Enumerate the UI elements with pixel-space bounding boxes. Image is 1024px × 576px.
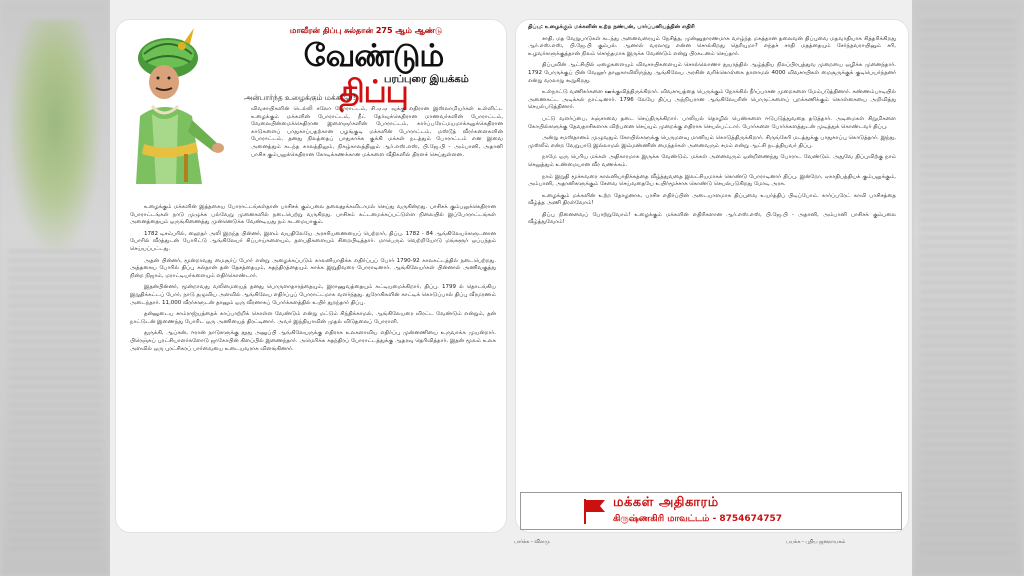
blurred-text-ghost [8, 250, 102, 556]
event-subtitle: மாவீரன் திப்பு சுல்தான் 275 ஆம் ஆண்டு [289, 26, 443, 35]
article-paragraph: தன்னுடைய சாம்ராஜ்யத்தைக் காப்பாற்றிக் கொள்ள வேண்டும் என்று மட்டும் சிந்திக்காமல், ஆங்கிலேயரை விரட்ட வேண்டும் என்றும், தன் நாட்டுடன் இணைந்து போரிட ஒரு அணியைத் திரட்டினார். அவர் இந்தியாவின் முதல் விடுதலைப் போராளி. [130, 311, 496, 325]
section-heading: திப்பு: உழைக்கும் மக்களின் உற்ற நண்பன், பார்ப்பனியத்தின் எதிரி [528, 24, 695, 30]
contact-separator: - [709, 514, 720, 524]
article-paragraph: 1782 டிசம்பரில், ஹைதர் அலி இறந்த பின்னர், இளம் வயதிலேயே அரசரியணையைப் பெற்றார், திப்பு. 1782 - 84 ஆங்கிலேயர்களுடனான போரில் வீரத்துடன் போரிட்டு ஆங்கிலேயர் சிப்பாய்களையும், தளபதிகளையும் சிறைபிடித்தார். மாபெரும் வெற்றியோடு மங்களூர் ஒப்பந்தம் செய்யப்பட்டது. [130, 230, 496, 252]
article-paragraph: பட்டு வளர்ப்பை, கஞ்சாவை தடை செய்திருக்கிறார். பாலியல் தொழில் பெண்களை ஈடுபடுத்துவதை தடுத்தார். அடிமைகள் சிறுமிகளை கோயில்களுக்கு தேவதாசிகளாக விற்பனை செய்யும் முறைக்கு எதிராக செயல்பட்டார். போர்களை போர்க்களத்துடன் முடித்துக் கொண்டவர் திப்பு. [528, 115, 896, 130]
intro-paragraph: விவசாயிகளின் டெல்லி சலோ போராட்டம், சி.ஏ.ஏ வுக்கு எதிரான இஸ்லாமியர்கள் உள்ளிட்ட உழைக்கும் மக்களின் போராட்டம், நீட் தேர்வுக்கெதிரான மாணவர்களின் போராட்டம், வேலையின்மைக்கெதிரான இளைஞர்களின் போராட்டம், கார்ப்பரேட்மயமாக்கலுக்கெதிரான காடுகளைப் பாதுகாப்பதற்கான பழங்குடி மக்களின் போராட்டம், மஸ்டூத் வீரர்களைகளின் போராட்டம், தனது நிலத்தைப் பாதுகாக்க குக்கி மக்கள் நடத்தும் போராட்டம் என இவை அனைத்தும் கடந்த காலத்திலும், நிகழ்காலத்திலும் ஆர்.எஸ்.எஸ், பி.ஜே.பி - அம்பானி, அதானி பாசிச கும்பலுக்கெதிரான கோடிக்கணக்கான மக்களை வீதிகளில் திரளச் செய்துள்ளன. [251, 106, 503, 158]
article-paragraph: உள்நாட்டு வணிகர்களை ஊக்குவித்திருக்கிறார். விவசாயத்தை பெருக்கும் நோக்கில் நீர்ப்பாசன முறைகளை மேம்படுத்தினார். கண்ணம்பாடியில் அணைகட்ட அடிக்கல் நாட்டினார். 1796 லேயே திப்பு அந்நியரான ஆங்கிலேயரின் பொருட்களைப் புறக்கணிக்கும் கொள்கையை அறிவித்து செயல்படுத்தினார். [528, 89, 896, 111]
pamphlet-header [116, 20, 506, 185]
right-panel [516, 20, 908, 532]
article-paragraph: துருக்கி, ஆப்கன், ஈரான் நாடுகளுக்கு தூது அனுப்பி ஆங்கிலேயருக்கு எதிராக உலகளாவிய எதிர்ப்பு முன்னணியை உருவாக்க முயன்றார். பிரெஞ்சுப் புரட்சியாளர்களோடு ஜாகோபின் கிளப்பில் இணைந்தார். அமெரிக்க சுதந்திரப் போராட்டத்துக்கு ஆதரவு தெரிவித்தார். இதன் மூலம் உலக அளவில் ஒரு புரட்சிகரப் பார்வையை உடையவராக விளங்கினார். [130, 330, 496, 352]
red-flag-icon [581, 497, 607, 525]
background-blur-right [912, 0, 1024, 576]
article-paragraph: உழைக்கும் மக்களின் இத்தகைய போராட்டங்கள்தான் பாசிசக் கும்பலை தலைதூக்கவிடாமல் செய்து வருகின்றது. பாசிசக் கும்பலுக்கெதிரான போராட்டங்கள் நாடு முழுக்க பல்வேறு முனைகளில் நடைபெற்று வருகிறது. பாசிசம் கட்டமைக்கப்பட்டுள்ள நிலையில் இப்போராட்டங்கள் அனைத்தையும் ஒருங்கிணைத்து முன்னெடுக்க வேண்டியது நம் கடமையாகும். [130, 204, 496, 226]
salutation: அன்பார்ந்த உழைக்கும் மக்களே! [244, 93, 356, 102]
tipu-portrait-illustration [122, 24, 234, 184]
article-paragraph: இதன்பின்னர், மூன்றாவது வலிமையைத் தனது பொருளாதாரத்தையும், இராணுவத்தையும் கட்டியமைக்கிறார், திப்பு. 1799 ல் தொடங்கிய இறுதிக்கட்டப் போர், நாடு தழுவிய அளவில் ஆங்கிலேய எதிர்ப்புப் போராட்டமாக வளர்ந்தது. துரோகிகளின் காட்டிக் கொடுப்பால் திப்பு வீரமரணம் அடைந்தார். 11,000 வீரர்களுடன் தானும் ஒரு வீரனாகப் போர்க்களத்தில் உயிர் துறந்தார் திப்பு. [130, 284, 496, 306]
headline-accent: திப்பு [339, 74, 408, 110]
right-article-body [528, 24, 896, 231]
bottom-caption-right: பயக்க - புதிய ஜனநாயகம் [786, 539, 846, 545]
article-paragraph: நாமே ஒரு பெரிய மக்கள் அதிகாரமாக இருக்க வேண்டும். மக்கள் அனைவரும் ஒன்றிணைந்து போராட வேண்டும். அதுவே திப்புவிற்கு நாம் செலுத்தும் உண்மையான வீர வணக்கம். [528, 154, 896, 168]
organization-contact [613, 514, 782, 525]
left-panel [116, 20, 506, 532]
blurred-text-ghost [920, 20, 1016, 556]
headline-main: வேண்டும் [303, 38, 444, 74]
article-paragraph: சாதி, மத வேறுபாடுகள் கடந்து அனைவரையும் நேசித்த, முன்னுதாரணமாக வாழ்ந்த மகத்தான தலைவன் திப்புவை மதவாதியாக சித்தரிக்கிறது ஆர்.எஸ்.எஸ், பி.ஜே.பி கும்பல். ஆனால் வரலாறு என்ன சொல்கிறது தெரியுமா? எந்தச் சாதி மதத்தையும் சேர்ந்தவராயினும் சரி, உழவர்களுக்குத்தான் நிலம் சொந்தமாக இருக்க வேண்டும் என்று பிரகடனம் செய்தார். [528, 35, 896, 57]
article-paragraph: உழைக்கும் மக்களின் உற்ற தோழனாக, பாசிச எதிர்ப்பின் அடையாளமாக திப்புவை உயர்த்திப் பிடிப்போம். கார்ப்பரேட் காவி பாசிசத்தை வீழ்த்த அணி திரள்வோம்! [528, 192, 896, 207]
district-name: கிருஷ்ணகிரி மாவட்டம் [613, 514, 710, 524]
bottom-caption-left: பார்க்க - விளமு [514, 539, 551, 545]
organization-banner [520, 492, 902, 530]
article-paragraph: திப்புவின் ஆட்சியில் ஏழைகளையும் விவசாயிகளையும் சொல்லொணா துயரத்தில் ஆழ்த்திய நிலப்பிரபுத்துவ முறையை ஒழிக்க முனைந்தார். 1792 போருக்குப் பின் வேலூர் தாலுகாவிலிருந்து ஆங்கிலேய அரசின் வரிக்கொள்கை தாளாமல் 4000 விவசாயிகள் மைசூருக்குக் குடிபெயர்ந்தனர் என்று வரலாறு கூறுகிறது. [528, 62, 896, 84]
left-article-body [130, 204, 496, 357]
blurred-portrait-ghost [10, 20, 100, 250]
article-paragraph: நாம் இறுதி மூச்சுவரை காலனியாதிக்கத்தை வீழ்த்துவதை இலட்சியமாகக் கொண்டு போராடினார் திப்பு. இன்றோ, ஏகாதிபத்தியக் கும்பலுக்கும், அம்பானி, அதானிகளுக்கும் சேவை செய்வதையே உயிர்மூச்சாக கொண்டு செயல்படுகிறது மோடி அரசு. [528, 173, 896, 188]
pamphlet-sheet [110, 0, 912, 576]
organization-name: மக்கள் அதிகாரம் [613, 495, 719, 510]
article-paragraph: அன்று சமஸ்தானம் முழுவதும் கோயில்களுக்கு பெருமளவு மானியம் கொடுத்திருக்கிறார். சிருங்கேரி மடத்துக்கு பாதுகாப்பு கொடுத்தார். இந்து, முஸ்லீம் என்ற வேறுபாடு இல்லாமல் இம்மண்ணின் மைந்தர்கள் அனைவரும் சமம் என்று ஆட்சி நடத்தியவர் திப்பு. [528, 135, 896, 149]
phone-number: 8754674757 [719, 514, 782, 524]
campaign-label: பரப்புரை இயக்கம் [384, 74, 469, 85]
article-paragraph: அதன் பின்னர், மூன்றாவது மைசூர்ப் போர் என்று அழைக்கப்படும் காலனியாதிக்க எதிர்ப்புப் போர் 1790-92 காலகட்டத்தில் நடைபெற்றது. அத்தகைய போரில் திப்பு சுல்தான் தன் தேசத்தையும், சுதந்திரத்தையும் காக்க இறுதிவரை போராடினார். ஆங்கிலேயர்கள் பின்னால் அணிவகுத்து நின்ற நிஜாம், மராட்டியர்களையும் எதிர்கொண்டார். [130, 257, 496, 279]
article-paragraph: திப்பு நினைவைப் போற்றுவோம்! உழைக்கும் மக்களின் எதிரிகளான ஆர்.எஸ்.எஸ், பி.ஜே.பி - அதானி, அம்பானி பாசிசக் கும்பலை வீழ்த்துவோம்! [528, 211, 896, 226]
background-blur-left [0, 0, 110, 576]
